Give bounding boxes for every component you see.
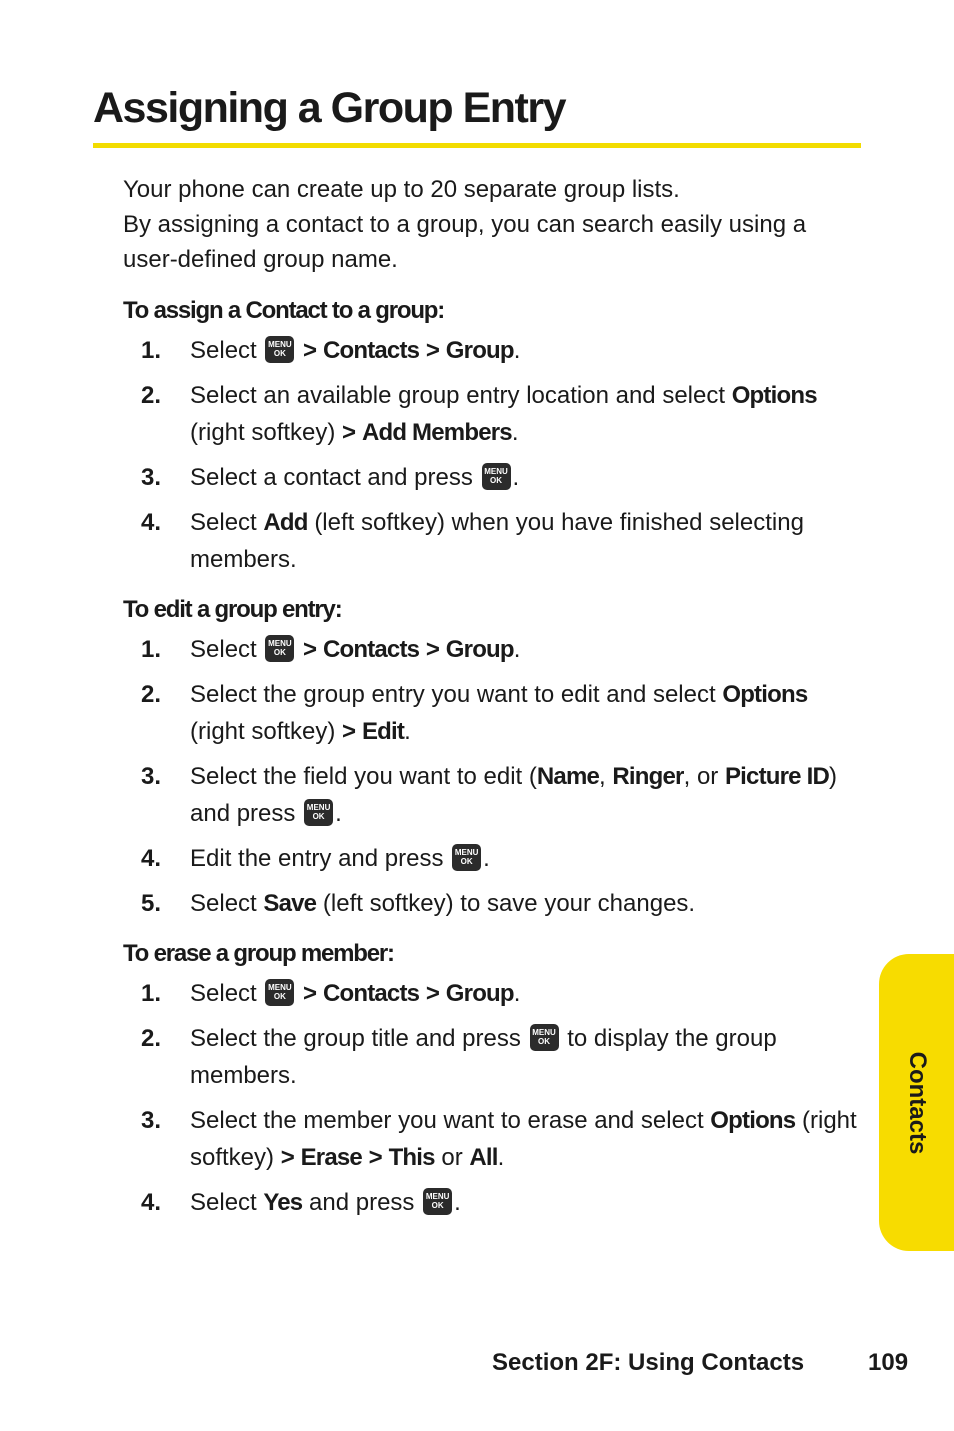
page-number: 109: [868, 1349, 909, 1376]
erase-heading: To erase a group member:: [123, 940, 394, 967]
path-separator: >: [342, 419, 356, 446]
menu-group: Group: [445, 636, 514, 663]
list-item: [123, 504, 863, 578]
step-text: Edit the entry and press: [190, 845, 444, 872]
menu-ok-key-icon: MENU OK: [452, 844, 481, 871]
list-item: [123, 885, 863, 922]
list-item: [123, 1184, 863, 1221]
step-number: 3.: [141, 464, 162, 491]
step-text: Select the group title and press: [190, 1025, 521, 1052]
step-text: or: [441, 1144, 463, 1171]
step-text: Select: [190, 509, 257, 536]
path-separator: >: [425, 636, 440, 663]
step-text: Select the member you want to erase and select: [190, 1107, 704, 1134]
step-period: .: [513, 636, 521, 663]
page-title: Assigning a Group Entry: [93, 84, 565, 132]
step-period: .: [335, 800, 342, 827]
intro-paragraph: [123, 172, 863, 277]
path-separator: >: [425, 337, 440, 364]
menu-add-members: Add Members: [361, 419, 512, 446]
list-item: [123, 1020, 863, 1094]
step-text: Select a contact and press: [190, 464, 473, 491]
step-text: Select: [190, 337, 257, 364]
step-period: .: [454, 1189, 461, 1216]
step-text: Select: [190, 980, 257, 1007]
edit-heading: To edit a group entry:: [123, 596, 342, 623]
edit-steps: [123, 631, 863, 922]
list-item: [123, 975, 863, 1012]
menu-ok-key-icon: MENU OK: [423, 1188, 452, 1215]
step-number: 1.: [141, 636, 162, 663]
step-number: 4.: [141, 509, 162, 536]
softkey-options: Options: [710, 1107, 796, 1134]
menu-edit: Edit: [361, 718, 405, 745]
menu-group: Group: [445, 980, 514, 1007]
step-text: Select an available group entry location and select: [190, 382, 726, 409]
field-ringer: Ringer: [612, 763, 684, 790]
step-text: , or: [683, 763, 719, 790]
step-number: 5.: [141, 890, 162, 917]
softkey-add: Add: [263, 509, 308, 536]
menu-group: Group: [445, 337, 514, 364]
path-separator: >: [303, 980, 317, 1007]
step-number: 4.: [141, 845, 162, 872]
page-content: [123, 172, 863, 1235]
menu-ok-key-icon: MENU OK: [482, 463, 511, 490]
step-period: .: [483, 845, 490, 872]
path-separator: >: [425, 980, 440, 1007]
list-item: [123, 1102, 863, 1176]
intro-line-2: By assigning a contact to a group, you can search easily using a user-defined group name.: [123, 211, 807, 273]
step-number: 3.: [141, 1107, 162, 1134]
step-number: 1.: [141, 980, 162, 1007]
menu-ok-key-icon: MENU OK: [304, 799, 333, 826]
menu-ok-key-icon: MENU OK: [265, 635, 294, 662]
field-name: Name: [536, 763, 600, 790]
section-side-tab: [879, 954, 954, 1251]
softkey-save: Save: [263, 890, 317, 917]
step-number: 4.: [141, 1189, 162, 1216]
step-text: Select the field you want to edit (: [190, 763, 537, 790]
step-text: (left softkey) when you have finished selecting members.: [190, 509, 804, 573]
assign-heading: To assign a Contact to a group:: [123, 297, 445, 324]
title-underline: [93, 143, 861, 148]
step-text: and press: [309, 1189, 415, 1216]
step-period: .: [497, 1144, 505, 1171]
menu-contacts: Contacts: [322, 636, 420, 663]
menu-contacts: Contacts: [322, 980, 420, 1007]
step-text: Select: [190, 890, 257, 917]
path-separator: >: [303, 337, 317, 364]
step-number: 2.: [141, 382, 162, 409]
list-item: [123, 758, 863, 832]
step-number: 2.: [141, 1025, 162, 1052]
menu-erase: Erase: [300, 1144, 362, 1171]
step-period: .: [513, 980, 521, 1007]
step-text: (right softkey): [190, 1107, 857, 1171]
path-separator: >: [368, 1144, 382, 1171]
path-separator: >: [280, 1144, 294, 1171]
field-picture-id: Picture ID: [724, 763, 830, 790]
list-item: [123, 332, 863, 369]
menu-contacts: Contacts: [322, 337, 420, 364]
softkey-options: Options: [722, 681, 808, 708]
step-text: ,: [599, 763, 606, 790]
list-item: [123, 840, 863, 877]
intro-line-1: Your phone can create up to 20 separate group lists.: [123, 176, 680, 203]
step-period: .: [512, 464, 520, 491]
option-yes: Yes: [263, 1189, 303, 1216]
menu-this: This: [388, 1144, 435, 1171]
step-number: 3.: [141, 763, 162, 790]
step-text: Select: [190, 636, 257, 663]
list-item: [123, 676, 863, 750]
step-text: (right softkey): [190, 419, 336, 446]
menu-ok-key-icon: MENU OK: [265, 979, 294, 1006]
path-separator: >: [342, 718, 356, 745]
menu-ok-key-icon: MENU OK: [265, 336, 294, 363]
step-text: to display the group members.: [190, 1025, 777, 1089]
step-text: Select: [190, 1189, 257, 1216]
step-period: .: [511, 419, 519, 446]
step-number: 1.: [141, 337, 162, 364]
step-period: .: [513, 337, 521, 364]
step-number: 2.: [141, 681, 162, 708]
step-period: .: [404, 718, 411, 745]
step-text: (left softkey) to save your changes.: [322, 890, 696, 917]
side-tab-label: Contacts: [903, 1051, 931, 1154]
list-item: [123, 377, 863, 451]
footer-section-title: Section 2F: Using Contacts: [492, 1349, 805, 1376]
path-separator: >: [303, 636, 317, 663]
step-text: (right softkey): [190, 718, 336, 745]
menu-all: All: [469, 1144, 498, 1171]
erase-steps: [123, 975, 863, 1221]
assign-steps: [123, 332, 863, 578]
list-item: [123, 631, 863, 668]
list-item: [123, 459, 863, 496]
step-text: Select the group entry you want to edit and select: [190, 681, 716, 708]
softkey-options: Options: [731, 382, 817, 409]
step-text: ) and press: [190, 763, 838, 827]
menu-ok-key-icon: MENU OK: [530, 1024, 559, 1051]
